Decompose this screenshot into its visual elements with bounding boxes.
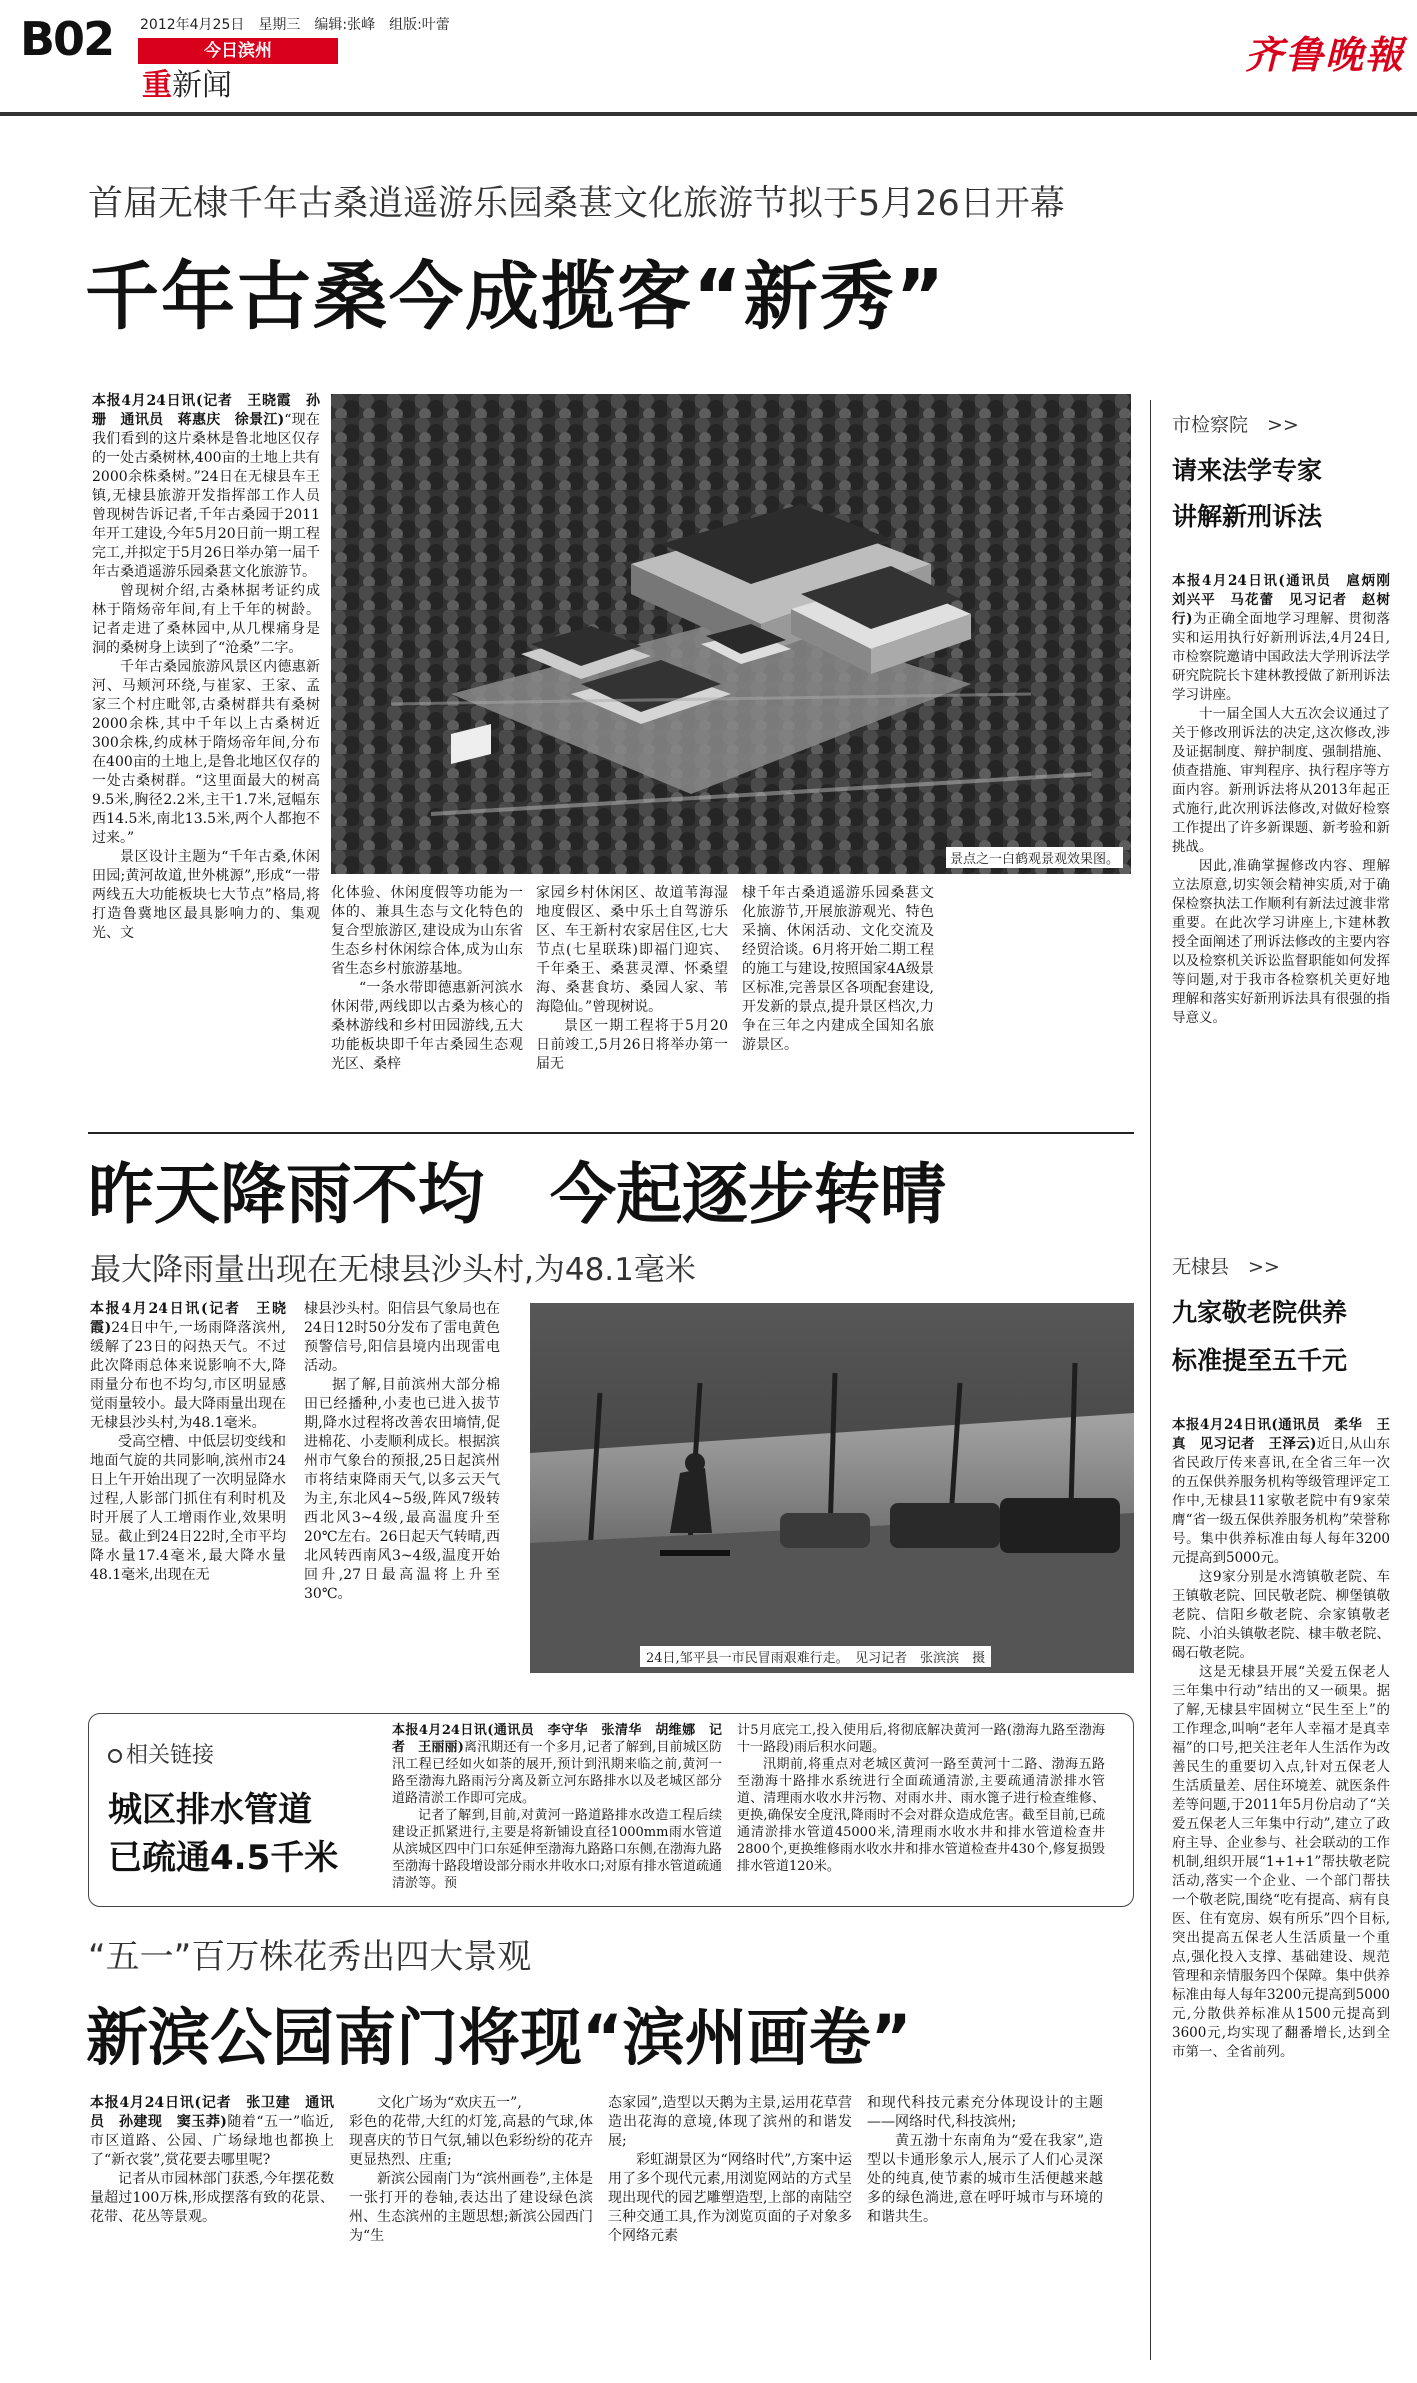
story1-para: 家园乡村休闲区、故道苇海湿地度假区、桑中乐土自驾游乐区、车王新村农家居住区,七大节点(七星联珠)即福门迎宾、千年桑王、桑葚灵潭、怀桑望海、桑葚食坊、桑园人家、苇海隐仙。”曾现树说。: [536, 885, 728, 1015]
story3-para: 和现代科技元素充分体现设计的主题——网络时代,科技滨州;: [867, 2095, 1103, 2130]
story3-para: 新滨公园南门为“滨州画卷”,主体是一张打开的卷轴,表达出了建设绿色滨州、生态滨州的主题思想;新滨公园西门为“生: [349, 2171, 593, 2244]
link-para: 汛期前,将重点对老城区黄河一路至黄河十二路、渤海五路至渤海十路排水系统进行全面疏通清淤,主要疏通清淤排水管道、清理雨水收水井污物、对雨水井、雨水篦子进行检查维修、更换,确保安全度汛,降雨时不会对群众造成危害。截至目前,已疏通清淤排水管道45000米,清理雨水收水井和排水管道检查井2800个,更换维修雨水收水井和排水管道检查井430个,修复损毁排水管道120米。: [737, 1757, 1105, 1874]
sidebar-para: 为正确全面地学习理解、贯彻落实和运用执行好新刑诉法,4月24日,市检察院邀请中国政法大学刑诉法学研究院院长卞建林教授做了新刑诉法学习讲座。: [1172, 611, 1391, 703]
story3-para: 彩色的花带,大红的灯笼,高悬的气球,体现喜庆的节日气氛,辅以色彩纷纷的花卉更显热烈、庄重;: [349, 2114, 593, 2168]
sidebar-para: 这是无棣县开展“关爱五保老人三年集中行动”结出的又一硕果。据了解,无棣县牢固树立“民生至上”的工作理念,叫响“老年人幸福才是真幸福”的口号,把关注老年人生活作为改善民生的重要切入点,针对五保老人生活质量差、居住环境差、就医条件差等问题,于2011年5月份启动了“关爱五保老人三年集中行动”,建立了政府主导、企业参与、社会联动的工作机制,组织开展“1+1+1”帮扶敬老院活动,落实一个企业、一个部门帮扶一个敬老院,围绕“吃有提高、病有良医、住有宽房、娱有所乐”四个目标,突出提高五保老人生活质量一个重点,强化投入支撑、基础建设、规范管理和亲情服务四个保障。集中供养标准由每人每年3200元提高到5000元,分散供养标准从1500元提高到3600元,均实现了翻番增长,达到全市第一、全省前列。: [1172, 1664, 1390, 2060]
brand-logo: 齐鲁晚報: [1245, 32, 1406, 77]
story1-para: 景区设计主题为“千年古桑,休闲田园;黄河故道,世外桃源”,形成“一带两线五大功能板块七大节点”格局,将打造鲁冀地区最具影响力的、集观光、文: [92, 849, 320, 941]
masthead-rule: [0, 112, 1417, 116]
story1-photo-caption: 景点之一白鹤观景观效果图。: [946, 847, 1123, 868]
link-col2: [737, 1722, 1105, 1902]
story2-para: 棣县沙头村。阳信县气象局也在24日12时50分发布了雷电黄色预警信号,阳信县境内出现雷电活动。: [304, 1301, 500, 1374]
story2-para: 24日中午,一场雨降落滨州,缓解了23日的闷热天气。不过此次降雨总体来说影响不大,降雨量分布也不均匀,市区明显感觉雨量较小。最大降雨量出现在无棣县沙头村,为48.1毫米。: [90, 1320, 287, 1431]
sidebar-item1-body: [1172, 572, 1404, 1262]
section-glyph: 重: [142, 68, 172, 103]
story3-para: 随着“五一”临近,市区道路、公园、广场绿地也都换上了“新衣裳”,赏花要去哪里呢?: [90, 2114, 335, 2168]
story1-rule: [88, 1132, 1134, 1134]
rain-street-photo: [530, 1303, 1134, 1673]
story2-col1: [90, 1300, 286, 1690]
story2-photo: [530, 1303, 1134, 1673]
resort-rendering: [331, 394, 1131, 874]
sidebar-para: 因此,准确掌握修改内容、理解立法原意,切实领会精神实质,对于确保检察执法工作顺利有新法过渡非常重要。在此次学习讲座上,卞建林教授全面阐述了刑诉法修改的主要内容以及检察机关诉讼监督职能如何发挥等问题,对于我市各检察机关更好地理解和落实好新刑诉法具有很强的指导意义。: [1172, 858, 1390, 1026]
link-col1: [392, 1722, 722, 1902]
story2-col2: [304, 1300, 500, 1690]
story3-headline: 新滨公园南门将现“滨州画卷”: [86, 2001, 912, 2074]
sidebar-para: 这9家分别是水湾镇敬老院、车王镇敬老院、回民敬老院、柳堡镇敬老院、信阳乡敬老院、佘家镇敬老院、小泊头镇敬老院、棣丰敬老院、碣石敬老院。: [1172, 1569, 1390, 1661]
story2-photo-caption: 24日,邹平县一市民冒雨艰难行走。 见习记者 张滨滨 摄: [640, 1646, 991, 1667]
link-box-label: [108, 1738, 214, 1769]
link-byline: 本报4月24日讯(通讯员 李守华 张清华 胡维娜 记者 王丽丽): [392, 1723, 722, 1755]
story2-para: 据了解,目前滨州大部分棉田已经播种,小麦也已进入拔节期,降水过程将改善农田墒情,促进棉花、小麦顺利成长。根据滨州市气象台的预报,25日起滨州市将结束降雨天气,以多云天气为主,东北风4~5级,阵风7级转西北风3~4级,最高温度升至20℃左右。26日起天气转晴,西北风转西南风3~4级,温度开始回升,27日最高温将上升至30℃。: [304, 1377, 500, 1602]
story1-photo: [331, 394, 1131, 874]
sidebar-item2-title-1: 九家敬老院供养: [1172, 1298, 1348, 1327]
story1-para: 千年古桑园旅游风景区内德惠新河、马颊河环绕,与崔家、王家、孟家三个村庄毗邻,古桑树群共有桑树2000余株,其中千年以上古桑树近300余株,约成林于隋炀帝年间,分布在400亩的土地上,是鲁北地区仅存的一处古桑树群。“这里面最大的树高9.5米,胸径2.2米,主干1.7米,冠幅东西14.5米,南北13.5米,两个人都抱不过来。”: [92, 659, 320, 846]
sidebar-divider: [1150, 400, 1151, 2360]
sidebar-item2-label: 无棣县 >>: [1172, 1256, 1280, 1278]
issue-meta: 2012年4月25日 星期三 编辑:张峰 组版:叶蕾: [140, 17, 450, 33]
link-para: 计5月底完工,投入使用后,将彻底解决黄河一路(渤海九路至渤海十一路段)雨后积水问题。: [737, 1723, 1105, 1755]
sidebar-para: 近日,从山东省民政厅传来喜讯,在全省三年一次的五保供养服务机构等级管理评定工作中,无棣县11家敬老院中有9家荣膺“省一级五保供养服务机构”荣誉称号。集中供养标准由每人每年3200元提高到5000元。: [1172, 1436, 1391, 1566]
story2-para: 受高空槽、中低层切变线和地面气旋的共同影响,滨州市24日上午开始出现了一次明显降水过程,人影部门抓住有利时机及时开展了人工增雨作业,效果明显。截止到24日22时,全市平均降水量17.4毫米,最大降水量48.1毫米,出现在无: [90, 1434, 286, 1583]
story1-byline: 本报4月24日讯(记者 王晓霞 孙珊 通讯员 蒋惠庆 徐景江): [92, 393, 320, 428]
sidebar-item1-byline: 本报4月24日讯(通讯员 扈炳刚 刘兴平 马花蕾 见习记者 赵树行): [1172, 573, 1404, 627]
story3-col4: [867, 2094, 1103, 2374]
story2-byline: 本报4月24日讯(记者 王晓霞): [90, 1301, 286, 1336]
page-number: B02: [20, 12, 114, 66]
sidebar-item2-body: [1172, 1416, 1390, 2366]
link-icon: [108, 1749, 122, 1763]
story1-kicker: 首届无棣千年古桑逍遥游乐园桑葚文化旅游节拟于5月26日开幕: [88, 184, 1065, 224]
story3-para: 态家园”,造型以天鹅为主景,运用花草营造出花海的意境,体现了滨州的和谐发展;: [608, 2095, 852, 2149]
story2-headline: 昨天降雨不均 今起逐步转晴: [88, 1156, 946, 1233]
story1-para: 景区一期工程将于5月20日前竣工,5月26日将举办第一届无: [536, 1018, 728, 1072]
sidebar-item1-title-2: 讲解新刑诉法: [1172, 502, 1323, 531]
story3-para: 记者从市园林部门获悉,今年摆花数量超过100万株,形成摆落有致的花景、花带、花丛等景观。: [90, 2171, 334, 2225]
story1-para: 棣千年古桑逍遥游乐园桑葚文化旅游节,开展旅游观光、特色采摘、休闲活动、文化交流及经贸洽谈。6月将开始二期工程的施工与建设,按照国家4A级景区标准,完善景区各项配套建设,开发新的景点,提升景区档次,力争在三年之内建成全国知名旅游景区。: [742, 885, 934, 1053]
sidebar-item1-title-1: 请来法学专家: [1172, 456, 1323, 485]
story2-subhead: 最大降雨量出现在无棣县沙头村,为48.1毫米: [90, 1252, 696, 1288]
story3-col3: [608, 2094, 852, 2374]
link-box-title-1: 城区排水管道: [108, 1790, 312, 1830]
sidebar-item1-label: 市检察院 >>: [1172, 414, 1299, 436]
story3-col1: [90, 2094, 334, 2374]
story3-col2: [349, 2094, 593, 2374]
sidebar-item2-byline: 本报4月24日讯(通讯员 柔华 王真 见习记者 王泽云): [1172, 1417, 1390, 1452]
link-para: 记者了解到,目前,对黄河一路道路排水改造工程后续建设正抓紧进行,主要是将新铺设直径1000mm雨水管道从滨城区四中门口东延伸至渤海九路路口东侧,在渤海九路至渤海十路段增设部分雨水井收水口;对原有排水管道疏通清淤等。预: [392, 1808, 722, 1891]
story1-headline: 千年古桑今成揽客“新秀”: [85, 254, 947, 340]
story3-para: 黄五渤十东南角为“爱在我家”,造型以卡通形象示人,展示了人们心灵深处的纯真,使节素的城市生活便越来越多的绿色淌进,意在呼吁城市与环境的和谐共生。: [867, 2133, 1103, 2225]
link-para: 离汛期还有一个多月,记者了解到,目前城区防汛工程已经如火如荼的展开,预计到汛期来临之前,黄河一路至渤海九路雨污分离及新立河东路排水以及老城区部分道路清淤工作即可完成。: [392, 1740, 722, 1806]
story1-para: “一条水带即德惠新河滨水休闲带,两线即以古桑为核心的桑林游线和乡村田园游线,五大功能板块即千年古桑园生态观光区、桑梓: [331, 980, 523, 1072]
story3-para: 文化广场为“欢庆五一”,: [377, 2095, 522, 2111]
story3-kicker: “五一”百万株花秀出四大景观: [88, 1937, 532, 1977]
sidebar-item2-title-2: 标准提至五千元: [1172, 1346, 1348, 1375]
story3-para: 彩虹湖景区为“网络时代”,方案中运用了多个现代元素,用浏览网站的方式呈现出现代的园艺雕塑造型,上部的南陆空三种交通工具,作为浏览页面的子对象多个网络元素: [608, 2152, 852, 2244]
section-tag: 今日滨州: [138, 38, 338, 64]
link-box-title-2: 已疏通4.5千米: [108, 1838, 339, 1878]
link-box-label-text: 相关链接: [126, 1743, 215, 1768]
story3-byline: 本报4月24日讯(记者 张卫建 通讯员 孙建现 窦玉莽): [90, 2095, 334, 2130]
story1-para: 化体验、休闲度假等功能为一体的、兼具生态与文化特色的复合型旅游区,建设成为山东省生态乡村休闲综合体,成为山东省生态乡村旅游基地。: [331, 885, 523, 977]
sidebar-para: 十一届全国人大五次会议通过了关于修改刑诉法的决定,这次修改,涉及证据制度、辩护制度、强制措施、侦查措施、审判程序、执行程序等方面内容。新刑诉法将从2013年起正式施行,此次刑诉法修改,对做好检察工作提出了许多新课题、新考验和新挑战。: [1172, 706, 1390, 855]
section-rest: 新闻: [172, 68, 232, 103]
story1-para: “现在我们看到的这片桑林是鲁北地区仅存的一处古桑树林,400亩的土地上共有2000余株桑树。”24日在无棣县车王镇,无棣县旅游开发指挥部工作人员曾现树告诉记者,千年古桑园于2011年开工建设,今年5月20日前一期工程完工,并拟定于5月26日举办第一届千年古桑逍遥游乐园桑葚文化旅游节。: [92, 412, 320, 580]
story1-para: 曾现树介绍,古桑林据考证约成林于隋炀帝年间,有上千年的树龄。记者走进了桑林园中,从几棵痛身是洞的桑树身上读到了“沧桑”二字。: [92, 583, 320, 656]
section-name: [142, 68, 232, 104]
